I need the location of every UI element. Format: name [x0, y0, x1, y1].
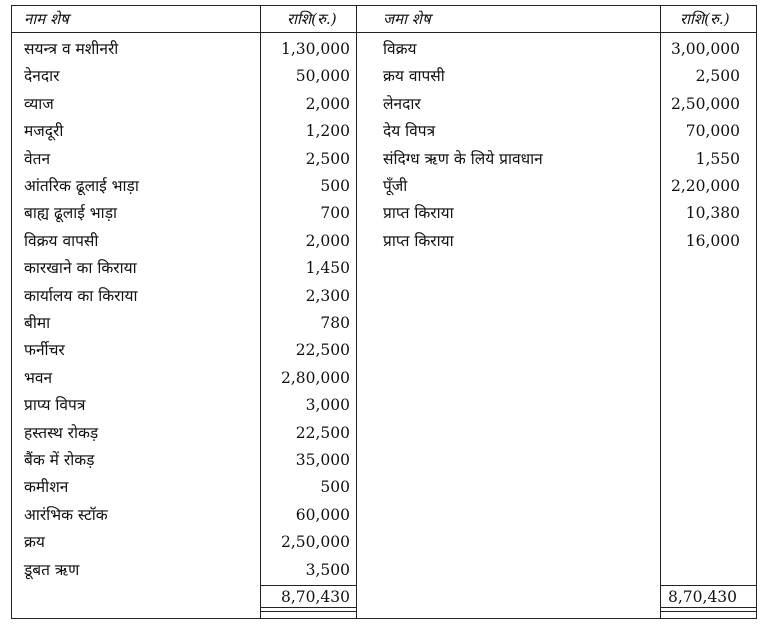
credit-account-name: पूँजी: [383, 177, 408, 195]
debit-account-name: मजदूरी: [24, 122, 64, 140]
debit-account-name: भवन: [24, 369, 53, 387]
credit-account-amount: 2,20,000: [670, 177, 740, 195]
credit-account-name: प्राप्त किराया: [383, 232, 454, 250]
header-credit-amount: राशि(रु.): [680, 10, 730, 28]
credit-account-amount: 2,50,000: [670, 95, 740, 113]
debit-account-amount: 700: [320, 204, 350, 222]
credit-account-amount: 10,380: [685, 204, 740, 222]
debit-account-amount: 2,000: [305, 232, 350, 250]
debit-account-amount: 22,500: [295, 424, 350, 442]
debit-account-name: आरंभिक स्टॉक: [24, 506, 108, 524]
debit-account-amount: 1,450: [305, 259, 350, 277]
debit-account-name: कमीशन: [24, 478, 69, 496]
credit-account-amount: 3,00,000: [670, 40, 740, 58]
total-debit: 8,70,430: [280, 588, 350, 606]
debit-account-amount: 1,30,000: [280, 40, 350, 58]
debit-account-name: प्राप्य विपत्र: [24, 396, 86, 414]
header-debit-amount: राशि(रु.): [287, 10, 337, 28]
debit-account-name: विक्रय वापसी: [24, 232, 99, 250]
debit-account-amount: 1,200: [305, 122, 350, 140]
header-credit-name: जमा शेष: [383, 10, 431, 28]
debit-account-name: डूबत ऋण: [24, 561, 80, 579]
column-divider: [356, 6, 357, 618]
debit-account-amount: 2,000: [305, 95, 350, 113]
debit-account-amount: 2,300: [305, 287, 350, 305]
debit-account-name: क्रय: [24, 533, 45, 551]
debit-account-amount: 2,50,000: [280, 533, 350, 551]
debit-account-amount: 2,80,000: [280, 369, 350, 387]
debit-account-name: देनदार: [24, 67, 60, 85]
debit-account-name: कारखाने का किराया: [24, 259, 137, 277]
debit-account-name: बीमा: [24, 314, 51, 332]
credit-account-amount: 2,500: [695, 67, 740, 85]
debit-account-name: व्याज: [24, 95, 54, 113]
header-rule: [12, 32, 756, 33]
credit-account-amount: 1,550: [695, 150, 740, 168]
credit-account-name: संदिग्ध ऋण के लिये प्रावधान: [383, 150, 543, 168]
debit-account-amount: 22,500: [295, 341, 350, 359]
credit-account-name: क्रय वापसी: [383, 67, 445, 85]
credit-account-amount: 70,000: [685, 122, 740, 140]
debit-account-amount: 60,000: [295, 506, 350, 524]
debit-account-amount: 500: [320, 177, 350, 195]
debit-account-name: वेतन: [24, 150, 51, 168]
total-rule-credit: [660, 585, 757, 586]
debit-account-name: फर्नीचर: [24, 341, 65, 359]
credit-account-name: देय विपत्र: [383, 122, 436, 140]
debit-account-name: बाह्य ढूलाई भाड़ा: [24, 204, 117, 222]
header-debit-name: नाम शेष: [24, 10, 69, 28]
credit-account-name: लेनदार: [383, 95, 421, 113]
double-rule-credit: [660, 607, 757, 612]
debit-account-amount: 35,000: [295, 451, 350, 469]
debit-account-amount: 50,000: [295, 67, 350, 85]
debit-account-name: बैंक में रोकड़: [24, 451, 95, 469]
debit-account-name: हस्तस्थ रोकड़: [24, 424, 99, 442]
credit-account-name: प्राप्त किराया: [383, 204, 454, 222]
debit-account-name: कार्यालय का किराया: [24, 287, 138, 305]
debit-account-amount: 2,500: [305, 150, 350, 168]
trial-balance-table: [11, 5, 757, 619]
total-rule-debit: [260, 585, 356, 586]
total-credit: 8,70,430: [668, 588, 738, 606]
double-rule-debit: [260, 607, 356, 612]
debit-account-amount: 3,000: [305, 396, 350, 414]
debit-account-name: आंतरिक ढूलाई भाड़ा: [24, 177, 139, 195]
debit-account-name: सयन्त्र व मशीनरी: [24, 40, 119, 58]
debit-account-amount: 3,500: [305, 561, 350, 579]
credit-account-amount: 16,000: [685, 232, 740, 250]
credit-account-name: विक्रय: [383, 40, 417, 58]
debit-account-amount: 500: [320, 478, 350, 496]
debit-account-amount: 780: [320, 314, 350, 332]
